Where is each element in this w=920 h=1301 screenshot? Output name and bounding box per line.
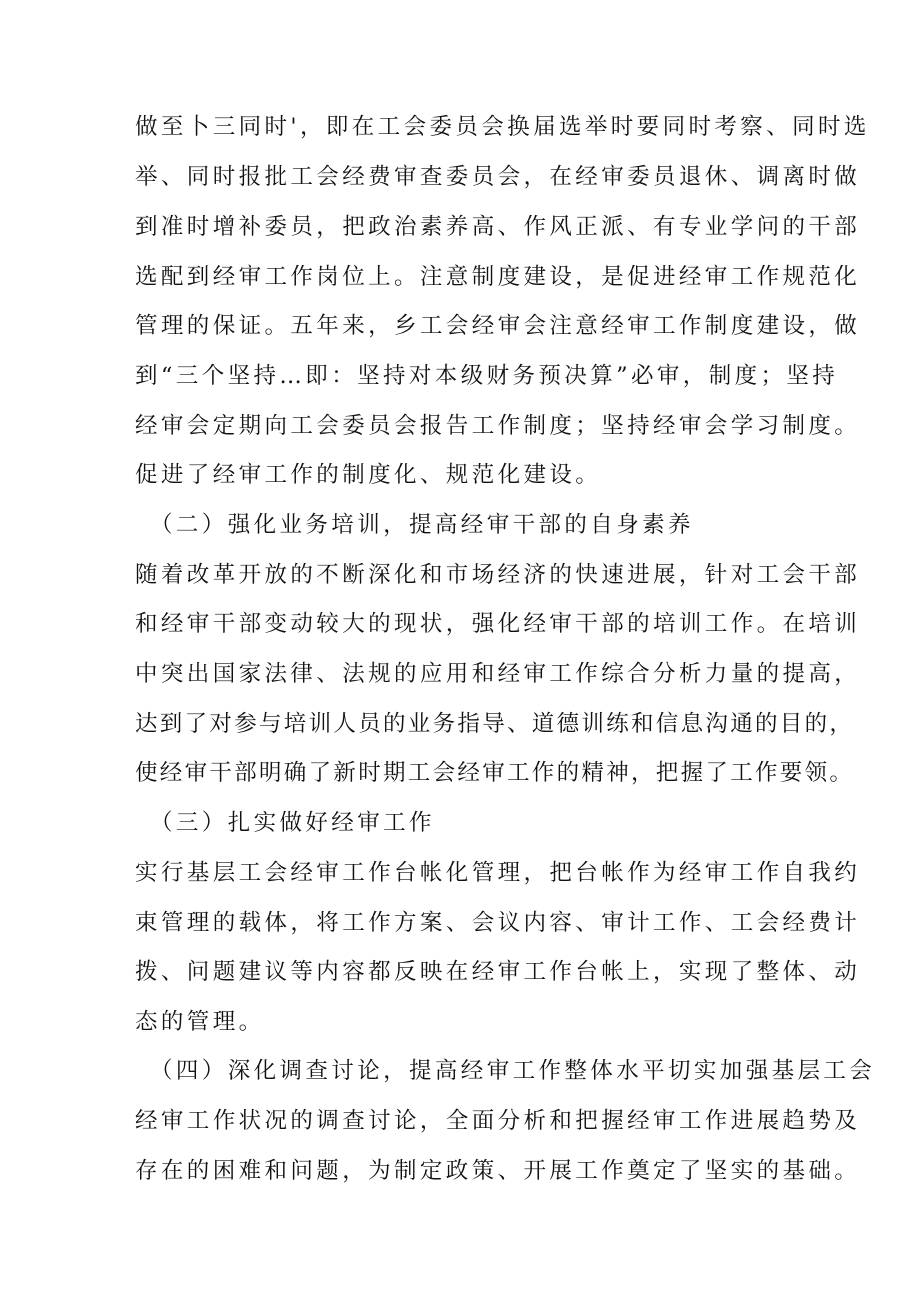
text-line: 管理的保证。五年来，乡工会经审会注意经审工作制度建设，做 [135,313,861,339]
text-line: 选配到经审工作岗位上。注意制度建设，是促进经审工作规范化 [135,264,861,290]
text-line: 促进了经审工作的制度化、规范化建设。 [135,462,602,488]
text-line: 到“三个坚持…即：坚持对本级财务预决算”必审，制度；坚持 [135,363,839,389]
section-heading-3: （三）扎实做好经审工作 [150,810,435,836]
section-heading-2: （二）强化业务培训，提高经审干部的自身素养 [150,512,694,538]
section-heading-4: （四）深化调查讨论，提高经审工作整体水平切实加强基层工会 [150,1058,876,1084]
text-line: 使经审干部明确了新时期工会经审工作的精神，把握了工作要领。 [135,760,855,786]
text-line: 束管理的载体，将工作方案、会议内容、审计工作、工会经费计 [135,910,861,936]
text-line: 随着改革开放的不断深化和市场经济的快速进展，针对工会干部 [135,562,861,588]
text-line: 实行基层工会经审工作台帐化管理，把台帐作为经审工作自我约 [135,860,861,886]
text-line: 存在的困难和问题，为制定政策、开展工作奠定了坚实的基础。 [135,1158,861,1184]
text-line: 做至卜三同时'，即在工会委员会换届选举时要同时考察、同时选 [135,114,870,140]
text-line: 拨、问题建议等内容都反映在经审工作台帐上，实现了整体、动 [135,959,861,985]
text-line: 经审工作状况的调查讨论，全面分析和把握经审工作进展趋势及 [135,1108,861,1134]
text-line: 达到了对参与培训人员的业务指导、道德训练和信息沟通的目的， [135,711,855,737]
text-line: 举、同时报批工会经费审查委员会，在经审委员退休、调离时做 [135,164,861,190]
text-line: 到准时增补委员，把政治素养高、作风正派、有专业学问的干部 [135,214,861,240]
text-line: 中突出国家法律、法规的应用和经审工作综合分析力量的提高， [135,661,861,687]
text-line: 态的管理。 [135,1009,265,1035]
text-line: 经审会定期向工会委员会报告工作制度；坚持经审会学习制度。 [135,413,861,439]
text-line: 和经审干部变动较大的现状，强化经审干部的培训工作。在培训 [135,611,861,637]
